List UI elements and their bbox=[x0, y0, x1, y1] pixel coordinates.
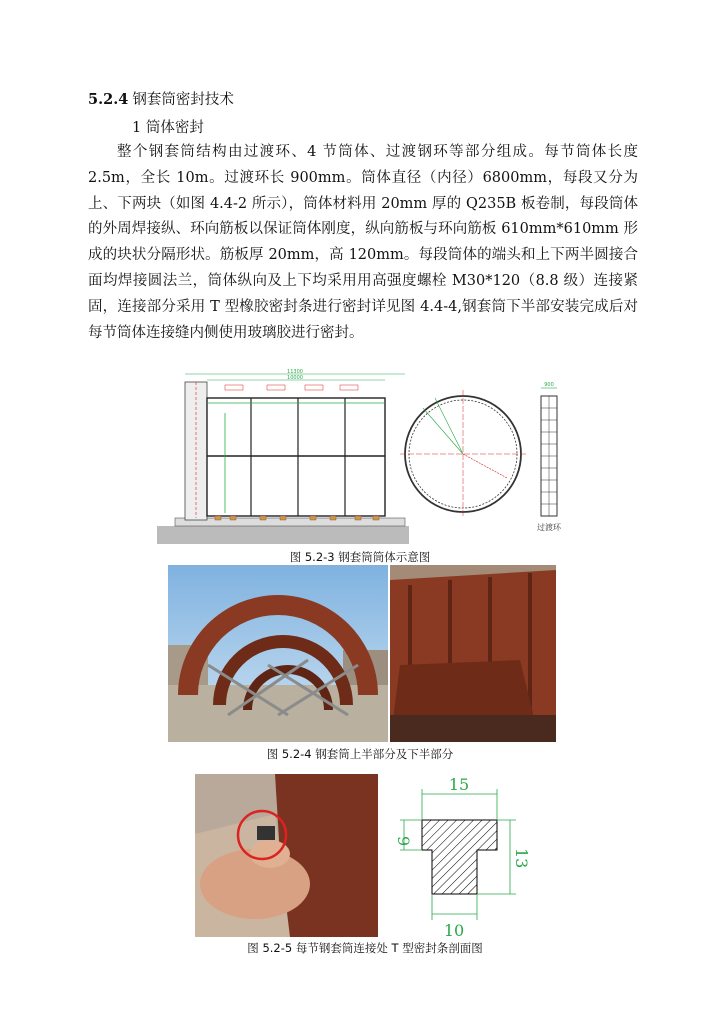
t-seal-section bbox=[392, 774, 547, 940]
figure2-caption: 图 5.2-4 钢套筒上半部分及下半部分 bbox=[266, 747, 454, 761]
section-title: 钢套筒密封技术 bbox=[132, 92, 234, 108]
photo-upper-half bbox=[168, 565, 388, 742]
section-number: 5.2.4 bbox=[88, 91, 129, 108]
dim-ring: 900 bbox=[544, 382, 554, 388]
base-slab bbox=[175, 518, 405, 526]
dim-bottom: 10 bbox=[443, 921, 465, 940]
figure1-caption: 图 5.2-3 钢套筒筒体示意图 bbox=[289, 550, 431, 564]
photo-seal-strip bbox=[195, 774, 378, 937]
dim-right: 13 bbox=[512, 848, 531, 869]
ground-hatch bbox=[157, 526, 409, 544]
section-heading bbox=[88, 88, 234, 109]
dim-left: 9 bbox=[394, 836, 413, 847]
dim-body: 10000 bbox=[287, 375, 303, 381]
photo-lower-half bbox=[390, 565, 556, 742]
ring-label: 过渡环 bbox=[537, 523, 561, 532]
dim-top: 15 bbox=[448, 775, 470, 794]
steel-sleeve-drawing bbox=[155, 368, 575, 546]
subsection-heading: 1 筒体密封 bbox=[132, 120, 204, 136]
body-paragraph: 整个钢套筒结构由过渡环、4 节筒体、过渡钢环等部分组成。每节筒体长度 2.5m，全长 10m。过渡环长 900mm。筒体直径（内径）6800mm，每段又分为上、下两块（如图 4.4-2 所示），筒体材料用 20mm 厚的 Q235B 板卷制，每段筒体的外周焊接纵、环向筋板以保证筒体刚度，纵向筋板与环向筋板 610mm*610mm 形成的块状分隔形状。筋板厚 20mm，高 120mm。每段筒体的端头和上下两半圆接合面均焊接圆法兰，筒体纵向及上下均采用用高强度螺栓 M30*120（8.8 级）连接紧固，连接部分采用 T 型橡胶密封条进行密封详见图 4.4-4,钢套筒下半部安装完成后对每节筒体连接缝内侧使用玻璃胶进行密封。 bbox=[88, 144, 638, 341]
dim-total: 11300 bbox=[287, 369, 303, 375]
cylinder-body bbox=[207, 398, 385, 516]
figure3-caption: 图 5.2-5 每节钢套筒连接处 T 型密封条剖面图 bbox=[247, 941, 483, 955]
